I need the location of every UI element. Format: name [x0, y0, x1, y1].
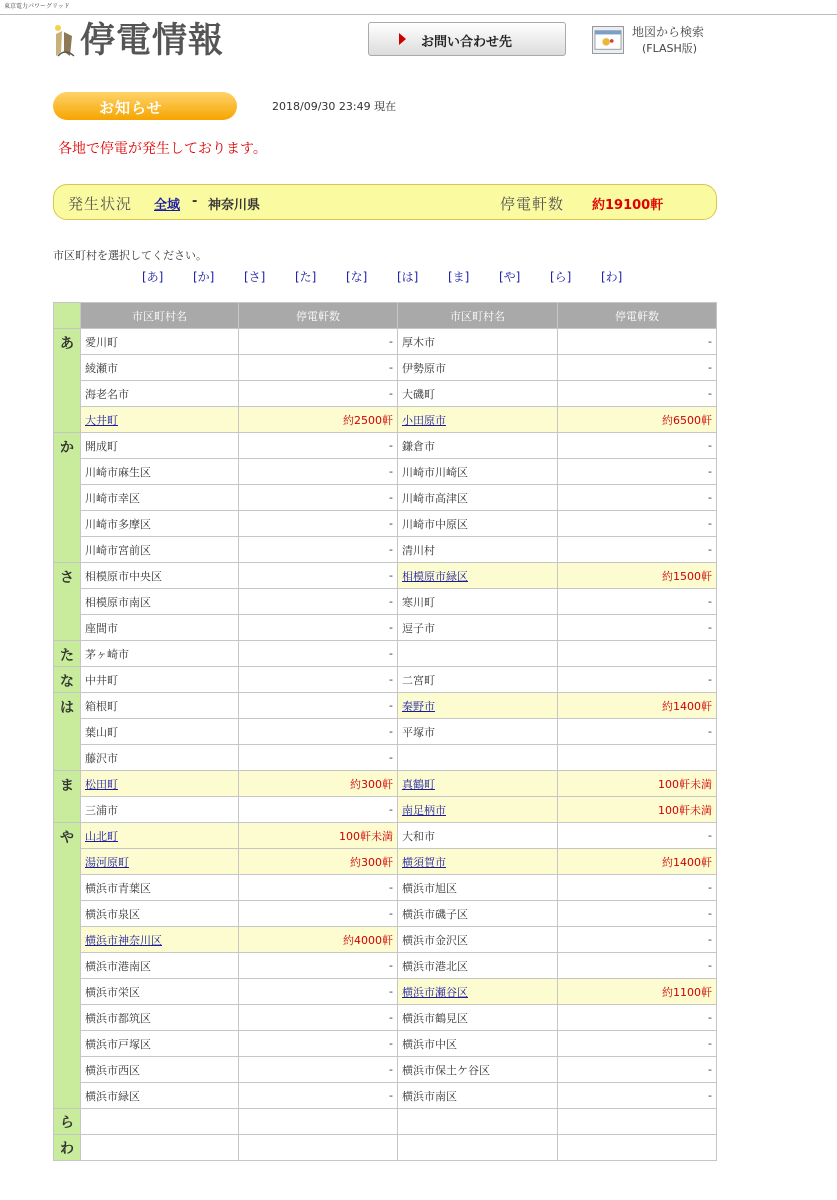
table-row	[54, 693, 717, 719]
table-row	[54, 537, 717, 563]
outage-count: 約19100軒	[592, 198, 664, 213]
kana-group-label: か	[54, 433, 81, 563]
map-search-button[interactable]	[590, 20, 720, 60]
table-row	[54, 1005, 717, 1031]
municipality-name-right[interactable]	[398, 797, 558, 823]
municipality-name-left	[81, 1135, 239, 1161]
table-row	[54, 823, 717, 849]
kana-group-label: た	[54, 641, 81, 667]
outage-count-left: -	[239, 693, 398, 719]
outage-count-left	[239, 1135, 398, 1161]
status-bar	[53, 184, 717, 220]
alert-message: 各地で停電が発生しております。	[58, 141, 267, 157]
logo-icon	[52, 22, 78, 60]
table-row	[54, 1109, 717, 1135]
municipality-name-right[interactable]	[398, 849, 558, 875]
outage-count-right: 約1400軒	[558, 849, 717, 875]
outage-count-right: -	[558, 901, 717, 927]
municipality-name-left[interactable]	[81, 407, 239, 433]
status-label: 発生状況	[68, 195, 133, 213]
outage-count-right: -	[558, 615, 717, 641]
map-label-line2: (FLASH版)	[642, 42, 698, 55]
outage-count-right: -	[558, 459, 717, 485]
municipality-name-right[interactable]	[398, 771, 558, 797]
outage-count-left: -	[239, 1005, 398, 1031]
municipality-name-left: 横浜市西区	[81, 1057, 239, 1083]
municipality-name-left: 川崎市幸区	[81, 485, 239, 511]
outage-count-right: -	[558, 433, 717, 459]
outage-count-left: -	[239, 1057, 398, 1083]
table-row	[54, 927, 717, 953]
municipality-name-left: 横浜市栄区	[81, 979, 239, 1005]
page-title: 停電情報	[80, 21, 225, 61]
outage-count-right: -	[558, 589, 717, 615]
outage-count-right: -	[558, 719, 717, 745]
kana-link-wa[interactable]: [わ]	[601, 270, 623, 284]
municipality-name-right: 大和市	[398, 823, 558, 849]
municipality-name-right: 横浜市金沢区	[398, 927, 558, 953]
outage-table	[53, 302, 717, 1161]
table-body	[54, 329, 717, 1161]
outage-count-label: 停電軒数	[500, 195, 565, 213]
outage-count-left: -	[239, 979, 398, 1005]
outage-count-right: -	[558, 927, 717, 953]
table-row	[54, 875, 717, 901]
municipality-name-right: 川崎市中原区	[398, 511, 558, 537]
table-row	[54, 459, 717, 485]
outage-count-left: 約2500軒	[239, 407, 398, 433]
table-row	[54, 589, 717, 615]
municipality-name-left: 横浜市港南区	[81, 953, 239, 979]
kana-group-label: さ	[54, 563, 81, 641]
outage-count-right: 100軒未満	[558, 771, 717, 797]
prefecture-name: 神奈川県	[208, 198, 261, 213]
municipality-link[interactable]: 真鶴町	[402, 777, 435, 791]
outage-count-right: -	[558, 1005, 717, 1031]
outage-count-left: -	[239, 797, 398, 823]
outage-count-left: -	[239, 537, 398, 563]
outage-count-left: -	[239, 1031, 398, 1057]
table-row	[54, 355, 717, 381]
municipality-name-left	[81, 1109, 239, 1135]
municipality-name-left: 横浜市緑区	[81, 1083, 239, 1109]
outage-count-right	[558, 1135, 717, 1161]
outage-count-left: -	[239, 745, 398, 771]
municipality-name-right	[398, 1109, 558, 1135]
municipality-name-right	[398, 641, 558, 667]
municipality-name-right: 横浜市港北区	[398, 953, 558, 979]
table-row	[54, 1057, 717, 1083]
kana-link-ya[interactable]: [や]	[499, 270, 521, 284]
instruction-text: 市区町村を選択してください。	[53, 249, 207, 262]
outage-count-right	[558, 1109, 717, 1135]
municipality-link[interactable]: 横須賀市	[402, 855, 446, 869]
kana-group-label: ま	[54, 771, 81, 823]
outage-count-left: -	[239, 719, 398, 745]
site-name: 東京電力パワーグリッド	[4, 3, 70, 10]
municipality-name-left: 川崎市多摩区	[81, 511, 239, 537]
table-row	[54, 745, 717, 771]
municipality-name-left: 横浜市都筑区	[81, 1005, 239, 1031]
municipality-name-left: 横浜市泉区	[81, 901, 239, 927]
municipality-name-left: 愛川町	[81, 329, 239, 355]
kana-group-label: あ	[54, 329, 81, 433]
timestamp: 2018/09/30 23:49 現在	[272, 100, 397, 113]
municipality-name-right: 清川村	[398, 537, 558, 563]
municipality-name-right: 川崎市高津区	[398, 485, 558, 511]
kana-group-label: わ	[54, 1135, 81, 1161]
kana-link-sa[interactable]: [さ]	[244, 270, 266, 284]
header-count-right: 停電軒数	[558, 303, 717, 329]
table-row	[54, 797, 717, 823]
kana-link-a[interactable]: [あ]	[142, 270, 164, 284]
kana-group-label: や	[54, 823, 81, 1109]
kana-link-na[interactable]: [な]	[346, 270, 368, 284]
municipality-name-right: 鎌倉市	[398, 433, 558, 459]
municipality-name-left: 茅ヶ崎市	[81, 641, 239, 667]
municipality-name-right: 寒川町	[398, 589, 558, 615]
outage-count-left: -	[239, 563, 398, 589]
outage-count-right: -	[558, 329, 717, 355]
municipality-name-right[interactable]	[398, 979, 558, 1005]
municipality-name-right: 横浜市旭区	[398, 875, 558, 901]
municipality-link[interactable]: 横浜市神奈川区	[85, 933, 162, 947]
outage-count-right: -	[558, 355, 717, 381]
table-row	[54, 1083, 717, 1109]
municipality-name-left: 開成町	[81, 433, 239, 459]
outage-count-left: -	[239, 641, 398, 667]
municipality-link[interactable]: 秦野市	[402, 699, 435, 713]
municipality-link[interactable]: 湯河原町	[85, 855, 129, 869]
outage-count-left: -	[239, 875, 398, 901]
outage-count-left: -	[239, 615, 398, 641]
table-row	[54, 433, 717, 459]
outage-count-right: 約6500軒	[558, 407, 717, 433]
outage-count-left: -	[239, 667, 398, 693]
outage-count-right: -	[558, 953, 717, 979]
outage-count-right: -	[558, 537, 717, 563]
table-header-row	[54, 303, 717, 329]
municipality-name-left: 箱根町	[81, 693, 239, 719]
outage-count-left: -	[239, 355, 398, 381]
table-row	[54, 407, 717, 433]
outage-count-left: -	[239, 589, 398, 615]
municipality-name-right: 二宮町	[398, 667, 558, 693]
outage-count-right: -	[558, 667, 717, 693]
outage-count-right: 約1100軒	[558, 979, 717, 1005]
municipality-link[interactable]: 松田町	[85, 777, 118, 791]
outage-count-right: -	[558, 381, 717, 407]
municipality-name-left: 中井町	[81, 667, 239, 693]
table-row	[54, 849, 717, 875]
municipality-name-left: 川崎市麻生区	[81, 459, 239, 485]
outage-count-right: -	[558, 1031, 717, 1057]
outage-count-right: 約1400軒	[558, 693, 717, 719]
kana-link-ha[interactable]: [は]	[397, 270, 419, 284]
outage-count-left: 約300軒	[239, 771, 398, 797]
municipality-name-right: 伊勢原市	[398, 355, 558, 381]
outage-count-left: -	[239, 433, 398, 459]
table-row	[54, 901, 717, 927]
table-row	[54, 1135, 717, 1161]
municipality-name-left[interactable]	[81, 823, 239, 849]
outage-count-right: -	[558, 1057, 717, 1083]
municipality-name-right: 横浜市中区	[398, 1031, 558, 1057]
contact-button[interactable]	[368, 22, 566, 56]
outage-count-right: -	[558, 485, 717, 511]
outage-count-left: -	[239, 485, 398, 511]
municipality-link[interactable]: 山北町	[85, 829, 118, 843]
outage-count-left: 100軒未満	[239, 823, 398, 849]
header-count-left: 停電軒数	[239, 303, 398, 329]
outage-count-left: -	[239, 511, 398, 537]
header-kana	[54, 303, 81, 329]
map-label-line1: 地図から検索	[632, 25, 705, 39]
municipality-name-right: 横浜市鶴見区	[398, 1005, 558, 1031]
arrow-right-icon	[399, 33, 406, 45]
kana-group-label: は	[54, 693, 81, 771]
table-row	[54, 485, 717, 511]
table-row	[54, 329, 717, 355]
municipality-name-left: 綾瀬市	[81, 355, 239, 381]
table-row	[54, 563, 717, 589]
municipality-name-right[interactable]	[398, 693, 558, 719]
municipality-name-right: 川崎市川崎区	[398, 459, 558, 485]
kana-link-ma[interactable]: [ま]	[448, 270, 470, 284]
municipality-name-left[interactable]	[81, 771, 239, 797]
municipality-name-left: 川崎市宮前区	[81, 537, 239, 563]
outage-count-left	[239, 1109, 398, 1135]
map-icon	[592, 26, 624, 54]
kana-group-label: な	[54, 667, 81, 693]
outage-count-right: -	[558, 823, 717, 849]
municipality-name-left: 海老名市	[81, 381, 239, 407]
municipality-name-right[interactable]	[398, 407, 558, 433]
outage-count-left: 約4000軒	[239, 927, 398, 953]
municipality-name-right: 逗子市	[398, 615, 558, 641]
outage-count-left: -	[239, 1083, 398, 1109]
kana-link-ra[interactable]: [ら]	[550, 270, 572, 284]
municipality-name-left: 座間市	[81, 615, 239, 641]
top-bar	[0, 0, 837, 15]
table-row	[54, 667, 717, 693]
municipality-name-right: 横浜市保土ケ谷区	[398, 1057, 558, 1083]
table-row	[54, 641, 717, 667]
outage-count-right	[558, 745, 717, 771]
outage-count-left: -	[239, 459, 398, 485]
table-row	[54, 953, 717, 979]
outage-count-right: -	[558, 511, 717, 537]
kana-link-ka[interactable]: [か]	[193, 270, 215, 284]
notice-label: お知らせ	[99, 99, 163, 117]
municipality-name-right: 横浜市南区	[398, 1083, 558, 1109]
outage-count-right: 100軒未満	[558, 797, 717, 823]
table-row	[54, 979, 717, 1005]
all-area-link[interactable]: 全域	[154, 198, 181, 213]
table-row	[54, 719, 717, 745]
municipality-name-right[interactable]	[398, 563, 558, 589]
table-row	[54, 1031, 717, 1057]
notice-badge	[53, 92, 237, 120]
contact-button-label: お問い合わせ先	[421, 35, 513, 50]
outage-count-left: -	[239, 381, 398, 407]
municipality-link[interactable]: 相模原市緑区	[402, 569, 468, 583]
municipality-name-left[interactable]	[81, 927, 239, 953]
municipality-link[interactable]: 小田原市	[402, 413, 446, 427]
municipality-name-left: 相模原市中央区	[81, 563, 239, 589]
header-name-left: 市区町村名	[81, 303, 239, 329]
outage-count-right	[558, 641, 717, 667]
table-row	[54, 615, 717, 641]
outage-count-right: -	[558, 875, 717, 901]
outage-count-left: -	[239, 953, 398, 979]
table-row	[54, 511, 717, 537]
outage-count-right: 約1500軒	[558, 563, 717, 589]
kana-link-ta[interactable]: [た]	[295, 270, 317, 284]
municipality-name-right: 厚木市	[398, 329, 558, 355]
municipality-name-left: 横浜市青葉区	[81, 875, 239, 901]
municipality-name-left: 相模原市南区	[81, 589, 239, 615]
municipality-name-right: 平塚市	[398, 719, 558, 745]
municipality-name-left[interactable]	[81, 849, 239, 875]
status-separator: -	[192, 194, 198, 209]
municipality-name-right: 横浜市磯子区	[398, 901, 558, 927]
kana-group-label: ら	[54, 1109, 81, 1135]
municipality-link[interactable]: 大井町	[85, 413, 118, 427]
outage-count-left: -	[239, 901, 398, 927]
table-row	[54, 381, 717, 407]
outage-count-left: -	[239, 329, 398, 355]
municipality-link[interactable]: 南足柄市	[402, 803, 446, 817]
header-name-right: 市区町村名	[398, 303, 558, 329]
table-row	[54, 771, 717, 797]
municipality-name-left: 横浜市戸塚区	[81, 1031, 239, 1057]
municipality-name-left: 藤沢市	[81, 745, 239, 771]
municipality-name-right	[398, 745, 558, 771]
outage-count-right: -	[558, 1083, 717, 1109]
municipality-name-left: 三浦市	[81, 797, 239, 823]
municipality-name-left: 葉山町	[81, 719, 239, 745]
municipality-name-right: 大磯町	[398, 381, 558, 407]
municipality-name-right	[398, 1135, 558, 1161]
municipality-link[interactable]: 横浜市瀬谷区	[402, 985, 468, 999]
outage-count-left: 約300軒	[239, 849, 398, 875]
